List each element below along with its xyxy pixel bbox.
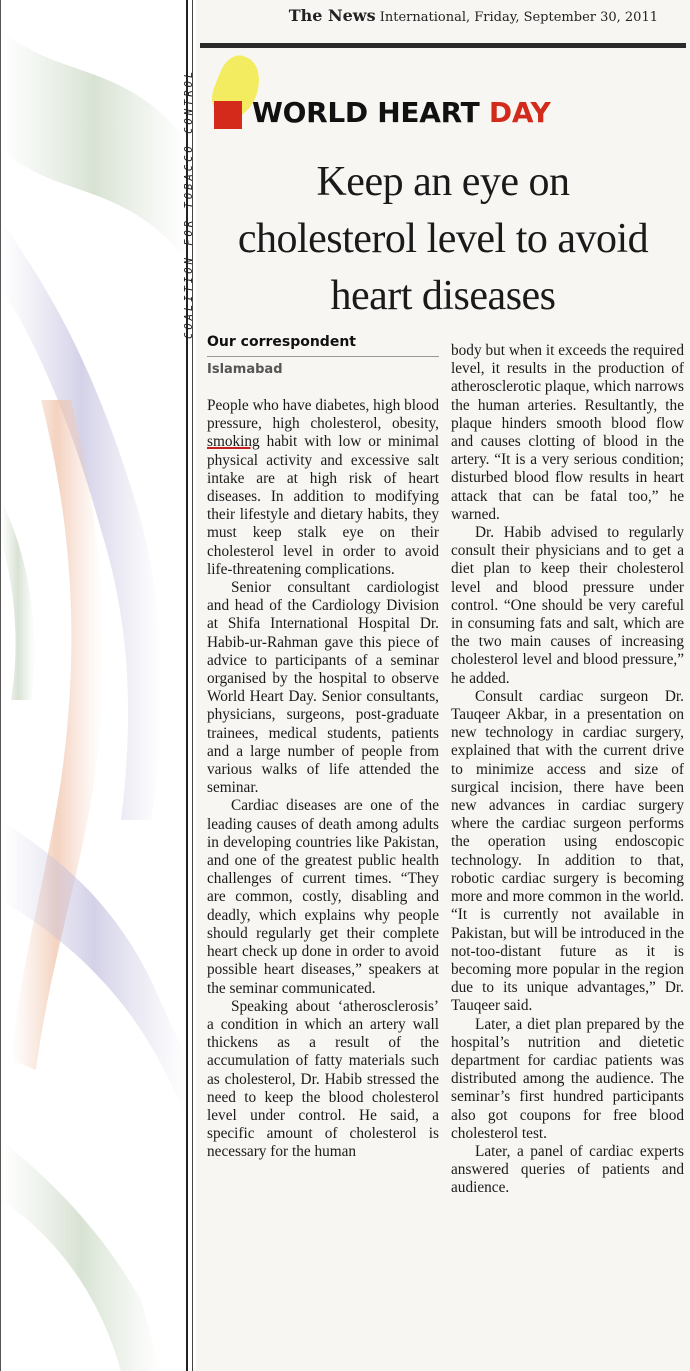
paragraph-6: Dr. Habib advised to regularly consult their physicians and to get a diet plan to keep their cholesterol level and blood pressure under control. “One should be very careful in consuming fats and salt, which are the two main causes of increasing cholesterol level and blood pressure,” he added. [451, 524, 684, 687]
ribbon-art-graphic [1, 0, 187, 1371]
paragraph-1-start: People who have diabetes, high blood pressure, high cholesterol, obesity, [207, 397, 439, 433]
coalition-vertical-label: COALITION FOR TOBACCO CONTROL [183, 68, 195, 340]
paragraph-7: Consult cardiac surgeon Dr. Tauqeer Akbar, in a presentation on new technology in cardiac surgery, explained that with the current drive to minimize access and size of surgical incision, there have been new advances in cardiac surgery where the cardiac surgeon performs the operation using endoscopic technology. In addition to that, robotic cardiac surgery is becoming more and more common in the world. “It is currently not available in Pakistan, but will be introduced in the not-too-distant future as it is becoming more popular in the region due to its unique advantages,” Dr. Tauqeer said. [451, 687, 684, 1015]
paragraph-9: Later, a panel of cardiac experts answered queries of patients and audience. [451, 1142, 684, 1197]
kicker-main: WORLD HEART [252, 96, 480, 129]
paragraph-1-end: habit with low or minimal physical activity and excessive salt intake are at high risk of heart diseases. In addition to modifying their lifestyle and dietary habits, they must keep stalk eye on their cholesterol level in order to avoid life-threatening complications. [207, 433, 439, 578]
paragraph-4: Speaking about ‘atherosclerosis’ a condition in which an artery wall thickens as a result of the accumulation of fatty materials such as cholesterol, Dr. Habib stressed the need to keep the blood cholesterol level under control. He said, a specific amount of cholesterol is necessary for the human [207, 997, 439, 1161]
paragraph-5: body but when it exceeds the required level, it results in the production of atherosclerotic plaque, which narrows the human arteries. Resultantly, the plaque hinders smooth blood flow and causes clotting of blood in the artery. “It is a very serious condition; disturbed blood flow results in heart attack that can be fatal too,” he warned. [451, 342, 684, 523]
paragraph-2: Senior consultant cardiologist and head of the Cardiology Division at Shifa International Hospital Dr. Habib-ur-Rahman gave this piece of advice to participants of a seminar organised by the hospital to observe World Heart Day. Senior consultants, physicians, surgeons, post-graduate trainees, medical students, patients and a large number of people from various walks of life attended the seminar. [207, 579, 439, 797]
byline-author: Our correspondent [207, 334, 356, 350]
byline-location: Islamabad [207, 362, 283, 377]
decorative-ribbon-art [1, 0, 187, 1371]
paper-name: The News [288, 6, 376, 25]
smoking-underlined: smoking [207, 433, 260, 451]
article-column-right [451, 342, 684, 1198]
kicker-red-box [214, 101, 242, 129]
section-kicker [252, 96, 550, 129]
kicker-accent: DAY [488, 96, 551, 129]
headline-line-1: Keep an eye on [316, 159, 570, 205]
byline-rule [207, 356, 439, 357]
masthead-rule [200, 43, 686, 48]
headline [200, 154, 686, 325]
paragraph-3: Cardiac diseases are one of the leading causes of death among adults in developing countries like Pakistan, and one of the greatest public health challenges of current times. “They are common, costly, disabling and deadly, which explains why people should regularly get their complete heart check up done in order to avoid possible heart diseases,” speakers at the seminar communicated. [207, 797, 439, 997]
article-column-left [207, 397, 439, 1162]
headline-line-3: heart diseases [330, 273, 556, 319]
paragraph-8: Later, a diet plan prepared by the hospital’s nutrition and dietetic department for cardiac patients was distributed among the audience. The seminar’s first hundred participants also got coupons for free blood cholesterol test. [451, 1015, 684, 1142]
headline-line-2: cholesterol level to avoid [237, 216, 649, 262]
masthead [196, 6, 658, 25]
paragraph-1 [207, 397, 439, 579]
edition-date: International, Friday, September 30, 2011 [379, 10, 658, 25]
